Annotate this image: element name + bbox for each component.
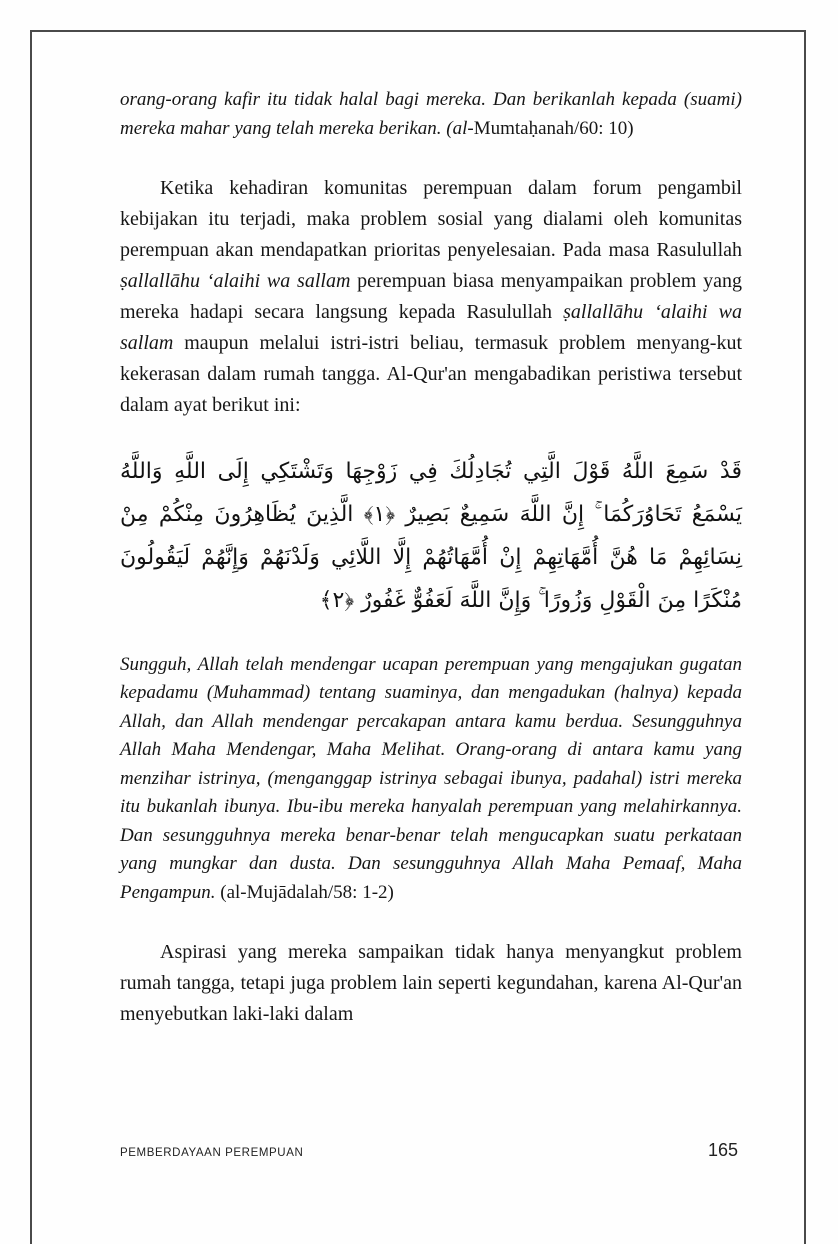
paragraph-2: Aspirasi yang mereka sampaikan tidak hanya menyangkut problem rumah tangga, tetapi juga problem lain seperti kegundahan, karena Al-Qur'an menyebutkan laki-laki dalam [120,941,742,1026]
quote-top-citation: Mumtaḥanah/60: 10) [473,117,634,139]
translation-text: Sungguh, Allah telah mendengar ucapan perempuan yang mengajukan gugatan kepadamu (Muhammad) tentang suaminya, dan mengadukan (halnya) kepada Allah, dan Allah mendengar percakapan antara kamu berdua. Sesungguhnya Allah Maha Mendengar, Maha Melihat. Orang-orang di antara kamu yang menzihar istrinya, (menganggap istrinya sebagai ibunya, padahal) istri mereka itu bukanlah ibunya. Ibu-ibu mereka hanyalah perempuan yang melahirkannya. Dan sesungguhnya mereka benar-benar telah mengucapkan suatu perkataan yang mungkar dan dusta. Dan sesungguhnya Allah Maha Pemaaf, Maha Pengampun. [120,653,742,903]
page-number: 165 [707,1140,738,1160]
para1-segment-2: perempuan biasa menyampaikan problem yang mereka hadapi secara langsung kepada Rasulullah [120,270,742,323]
paragraph-1 [120,173,742,421]
quran-translation-main [120,651,742,908]
para1-segment-1: Ketika kehadiran komunitas perempuan dalam forum pengambil kebijakan itu terjadi, maka problem sosial yang dialami oleh komunitas perempuan akan mendapatkan prioritas penyelesaian. Pada masa Rasulullah [120,177,742,261]
arabic-quran-verse: قَدْ سَمِعَ اللَّهُ قَوْلَ الَّتِي تُجَادِلُكَ فِي زَوْجِهَا وَتَشْتَكِي إِلَى اللَّهِ وَاللَّهُ يَسْمَعُ تَحَاوُرَكُمَا ۚ إِنَّ اللَّهَ سَمِيعٌ بَصِيرٌ ﴿١﴾ الَّذِينَ يُظَاهِرُونَ مِنْكُمْ مِنْ نِسَائِهِمْ مَا هُنَّ أُمَّهَاتِهِمْ إِنْ أُمَّهَاتُهُمْ إِلَّا اللَّائِي وَلَدْنَهُمْ وَإِنَّهُمْ لَيَقُولُونَ مُنْكَرًا مِنَ الْقَوْلِ وَزُورًا ۚ وَإِنَّ اللَّهَ لَعَفُوٌّ غَفُورٌ ﴿٢﴾ [120,459,742,613]
translation-citation: (al-Mujādalah/58: 1-2) [220,881,394,903]
para1-segment-3: maupun melalui istri-istri beliau, termasuk problem menyang-kut kekerasan dalam rumah tangga. Al-Qur'an mengabadikan peristiwa tersebut dalam ayat berikut ini: [120,332,742,416]
para1-arabic-honorific-1: ṣallallāhu ‘alaihi wa sallam [120,270,351,292]
page-content [120,86,742,1060]
page-footer [120,1140,738,1161]
para1-arabic-honorific-2: ṣallallāhu ‘alaihi wa sallam [120,301,742,354]
quran-translation-top [120,86,742,143]
running-footer-title: PEMBERDAYAAN PEREMPUAN [120,1147,304,1159]
quote-top-text: orang-orang kafir itu tidak halal bagi mereka. Dan berikanlah kepada (suami) mereka mahar yang telah mereka berikan. (al- [120,89,742,139]
